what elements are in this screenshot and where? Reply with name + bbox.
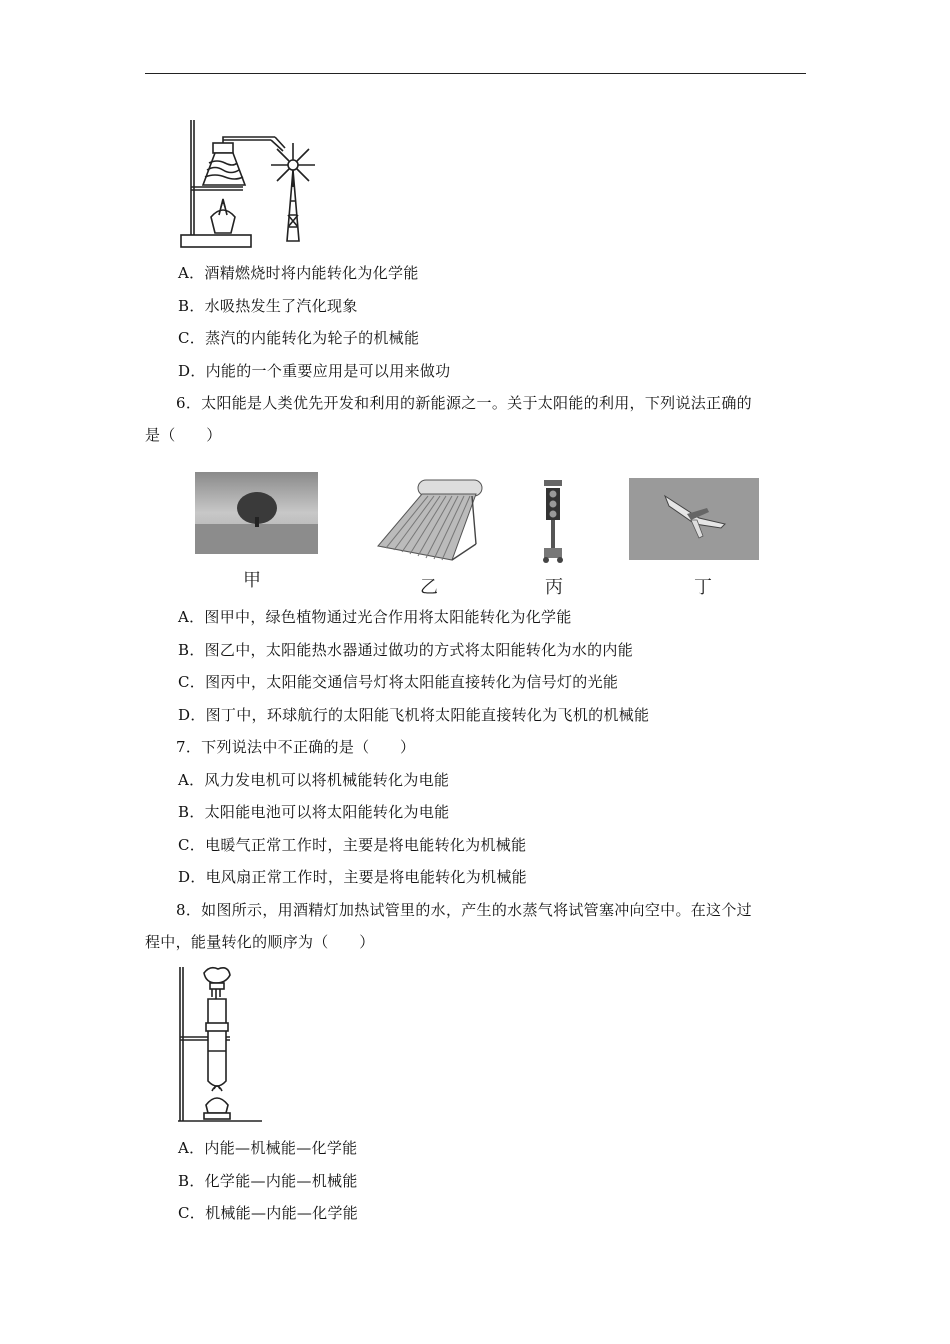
solar-water-heater-figure [372, 474, 487, 566]
q6-option-a: A．图甲中，绿色植物通过光合作用将太阳能转化为化学能 [178, 608, 572, 626]
caption-bing: 丙 [545, 577, 563, 598]
q8-option-c: C．机械能—内能—化学能 [178, 1204, 359, 1222]
q8-option-a: A．内能—机械能—化学能 [178, 1139, 358, 1157]
q8-stem-line2: 程中，能量转化的顺序为（ ） [145, 933, 375, 951]
q6-option-b: B．图乙中，太阳能热水器通过做功的方式将太阳能转化为水的内能 [178, 641, 634, 659]
q5-option-d: D．内能的一个重要应用是可以用来做功 [178, 362, 451, 380]
header-rule [145, 73, 806, 74]
q7-option-d: D．电风扇正常工作时，主要是将电能转化为机械能 [178, 868, 527, 886]
q7-option-b: B．太阳能电池可以将太阳能转化为电能 [178, 803, 450, 821]
q5-option-b: B．水吸热发生了汽化现象 [178, 297, 358, 315]
q5-option-a: A．酒精燃烧时将内能转化为化学能 [178, 264, 419, 282]
q5-option-c: C．蒸汽的内能转化为轮子的机械能 [178, 329, 420, 347]
tree-photo [195, 472, 318, 554]
q6-option-c: C．图丙中，太阳能交通信号灯将太阳能直接转化为信号灯的光能 [178, 673, 619, 691]
q6-option-d: D．图丁中，环球航行的太阳能飞机将太阳能直接转化为飞机的机械能 [178, 706, 650, 724]
caption-ding: 丁 [694, 577, 712, 598]
q6-stem-line2: 是（ ） [145, 426, 222, 444]
q7-option-a: A．风力发电机可以将机械能转化为电能 [178, 771, 450, 789]
q7-stem: 7．下列说法中不正确的是（ ） [176, 738, 416, 756]
steam-wheel-apparatus-figure [175, 115, 330, 250]
q7-option-c: C．电暖气正常工作时，主要是将电能转化为机械能 [178, 836, 527, 854]
solar-traffic-light-figure [538, 478, 568, 564]
q8-stem-line1: 8．如图所示，用酒精灯加热试管里的水，产生的水蒸气将试管塞冲向空中。在这个过 [176, 901, 752, 919]
test-tube-heating-figure [172, 963, 264, 1128]
q8-option-b: B．化学能—内能—机械能 [178, 1172, 358, 1190]
solar-airplane-photo [629, 478, 759, 560]
q6-stem-line1: 6．太阳能是人类优先开发和利用的新能源之一。关于太阳能的利用，下列说法正确的 [176, 394, 752, 412]
caption-yi: 乙 [420, 577, 438, 598]
caption-jia: 甲 [243, 570, 261, 591]
